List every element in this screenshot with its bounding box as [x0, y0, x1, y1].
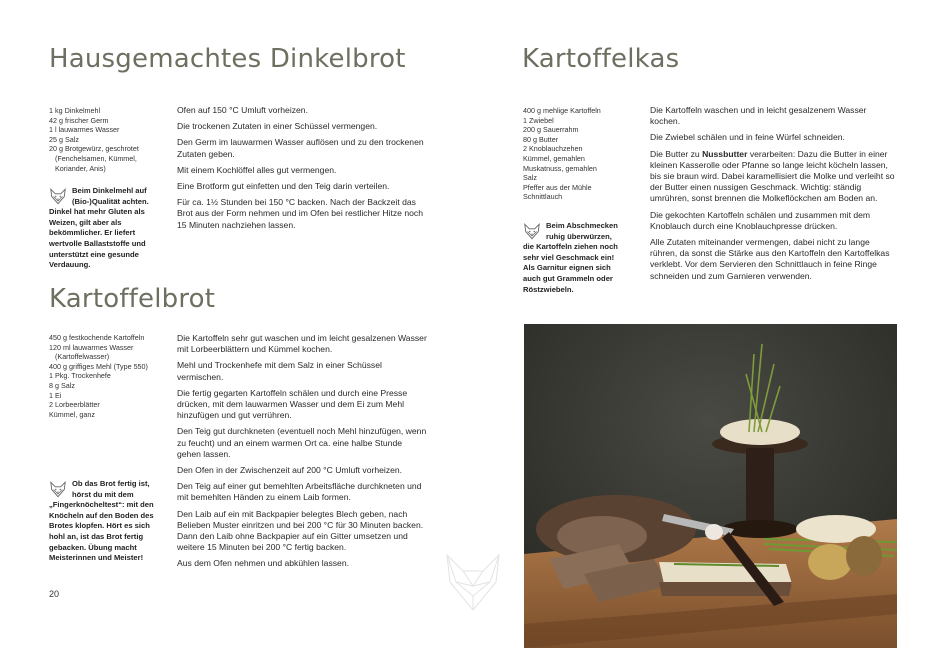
ingredient: 120 ml lauwarmes Wasser [49, 342, 134, 352]
ingredient: 2 Knoblauchzehen [523, 144, 583, 154]
ingredient: 1 kg Dinkelmehl [49, 106, 101, 115]
ingredient: (Kartoffelwasser) [55, 352, 110, 362]
fox-head-icon [49, 187, 67, 206]
step: Die Butter zu Nussbutter verarbeiten: Dazu die Butter in einer kleinen Kasserolle oder Pfanne so lange leicht köcheln lassen, bis sie braun wird. Dabei karamellisiert die Molke und verleiht so der Butter einen nussigen Geschmack. Wichtig: ständig umrühren, sonst brennen die Molkeflöckchen am Boden an. [650, 148, 895, 204]
step: Mehl und Trockenhefe mit dem Salz in einer Schüssel vermischen. [177, 360, 382, 382]
step: Eine Brotform gut einfetten und den Teig darin verteilen. [177, 181, 390, 192]
steps-kartoffelbrot [177, 333, 427, 575]
tip-line: Ob das Brot fertig ist, [72, 479, 150, 488]
ingredient: 400 g griffiges Mehl (Type 550) [49, 361, 148, 371]
recipe-title-kartoffelkas: Kartoffelkas [522, 44, 680, 74]
ingredient: Pfeffer aus der Mühle [523, 182, 592, 192]
tip-line: die Kartoffeln ziehen noch [523, 242, 618, 252]
step: Den Ofen in der Zwischenzeit auf 200 °C Umluft vorheizen. [177, 465, 403, 476]
tip-line: unterstützt eine gesunde [49, 249, 139, 259]
tip-box-kartoffelbrot [49, 479, 161, 564]
step: Alle Zutaten miteinander vermengen, dabei nicht zu lange rühren, da sonst die Stärke aus den Kartoffeln den Kartoffelkas verklebt. Vor dem Servieren den Schnittlauch in feine Ringe schneiden und zum Garnieren verwenden. [650, 237, 890, 281]
tip-line: hörst du mit dem [72, 489, 134, 499]
step: Die Zwiebel schälen und in feine Würfel schneiden. [650, 132, 845, 143]
step: Die Kartoffeln sehr gut waschen und im leicht gesalzenen Wasser mit Lorbeerblättern und Kümmel kochen. [177, 333, 427, 355]
step: Den Teig auf einer gut bemehlten Arbeitsfläche durchkneten und mit bemehlten Händen zu einem Laib formen. [177, 481, 422, 503]
tip-line: Brotes klopfen. Hört es sich [49, 521, 150, 531]
ingredient-list-kartoffelkas [523, 106, 638, 202]
step: Den Germ im lauwarmen Wasser auflösen und zu den trockenen Zutaten geben. [177, 137, 424, 159]
step: Die gekochten Kartoffeln schälen und zusammen mit dem Knoblauch durch eine Knoblauchpresse drücken. [650, 209, 871, 231]
tip-line: Weizen, gilt aber als [49, 217, 122, 227]
tip-line: Knöcheln auf den Boden des [49, 510, 154, 520]
tip-box-kartoffelkas [523, 221, 633, 295]
ingredient: 8 g Salz [49, 380, 75, 390]
ingredient: 1 Pkg. Trockenhefe [49, 371, 111, 381]
steps-dinkelbrot [177, 105, 425, 236]
ingredient: 1 Ei [49, 390, 62, 400]
step: Die fertig gegarten Kartoffeln schälen und durch eine Presse drücken, mit dem lauwarmen Wasser und dem Ei zum Mehl hinzufügen und gut verrühren. [177, 387, 408, 421]
tip-box-dinkelbrot [49, 186, 159, 271]
step: Ofen auf 150 °C Umluft vorheizen. [177, 105, 308, 115]
tip-line: Als Garnitur eignen sich [523, 263, 611, 273]
recipe-title-kartoffelbrot: Kartoffelbrot [49, 284, 216, 314]
page-number: 20 [49, 589, 60, 599]
tip-line: Meisterinnen und Meister! [49, 553, 144, 563]
step: Den Teig gut durchkneten (eventuell noch Mehl hinzufügen, wenn zu feucht) und an einem warmen Ort ca. eine halbe Stunde gehen lassen. [177, 426, 427, 459]
ingredient: 42 g frischer Germ [49, 115, 109, 125]
ingredient: 400 g mehlige Kartoffeln [523, 106, 601, 115]
tip-line: „Fingerknöcheltest“: mit den [49, 500, 154, 510]
food-photo [524, 324, 897, 648]
step: Den Laib auf ein mit Backpapier belegtes Blech geben, nach Belieben Muster einritzen und bei 200 °C für 30 Minuten backen. Dann den Laib ohne Backpapier auf ein Gitter umsetzen und weitere 15 Minuten bei 200 °C fertig backen. [177, 508, 424, 553]
ingredient: 20 g Brotgewürz, geschrotet [49, 144, 139, 154]
tip-line: ruhig überwürzen, [546, 231, 612, 241]
ingredient: 1 Zwiebel [523, 115, 554, 125]
tip-line: gebacken. Übung macht [49, 542, 137, 552]
fox-head-icon [49, 480, 67, 499]
ingredient: Salz [523, 173, 537, 183]
tip-line: wertvolle Ballaststoffe und [49, 238, 146, 248]
tip-line: auch gut Grammeln oder [523, 273, 613, 283]
recipe-title-dinkelbrot: Hausgemachtes Dinkelbrot [49, 44, 406, 74]
tip-line: Verdauung. [49, 260, 91, 270]
ingredient: 450 g festkochende Kartoffeln [49, 333, 145, 342]
step: Aus dem Ofen nehmen und abkühlen lassen. [177, 558, 349, 569]
fox-head-icon [523, 222, 541, 241]
ingredient: (Fenchelsamen, Kümmel, [55, 153, 137, 163]
ingredient: Muskatnuss, gemahlen [523, 163, 597, 173]
tip-line: Beim Abschmecken [546, 221, 618, 230]
tip-line: Beim Dinkelmehl auf [72, 186, 147, 195]
ingredient: 25 g Salz [49, 134, 79, 144]
fox-watermark-icon [444, 552, 502, 614]
tip-line: (Bio-)Qualität achten. [72, 196, 149, 206]
step: Die trockenen Zutaten in einer Schüssel vermengen. [177, 121, 378, 132]
tip-line: sehr viel Geschmack ein! [523, 252, 615, 262]
tip-line: Dinkel hat mehr Gluten als [49, 207, 145, 217]
ingredient: 200 g Sauerrahm [523, 125, 579, 135]
tip-line: Röstzwiebeln. [523, 284, 574, 294]
ingredient: Schnittlauch [523, 192, 563, 202]
ingredient-list-dinkelbrot [49, 106, 164, 173]
ingredient: Koriander, Anis) [55, 163, 106, 173]
tip-line: hohl an, ist das Brot fertig [49, 531, 144, 541]
tip-line: bekömmlicher. Er liefert [49, 228, 136, 238]
ingredient: 2 Lorbeerblätter [49, 400, 100, 410]
ingredient: Kümmel, gemahlen [523, 153, 585, 163]
step: Für ca. 1½ Stunden bei 150 °C backen. Nach der Backzeit das Brot aus der Form nehmen und im Ofen bei restlicher Hitze noch 15 Minuten nachziehen lassen. [177, 197, 423, 230]
ingredient: 1 l lauwarmes Wasser [49, 125, 120, 135]
ingredient-list-kartoffelbrot [49, 333, 169, 419]
step: Mit einem Kochlöffel alles gut vermengen. [177, 164, 337, 175]
ingredient: 80 g Butter [523, 134, 559, 144]
ingredient: Kümmel, ganz [49, 409, 95, 419]
step: Die Kartoffeln waschen und in leicht gesalzenem Wasser kochen. [650, 105, 867, 127]
steps-kartoffelkas [650, 105, 898, 287]
